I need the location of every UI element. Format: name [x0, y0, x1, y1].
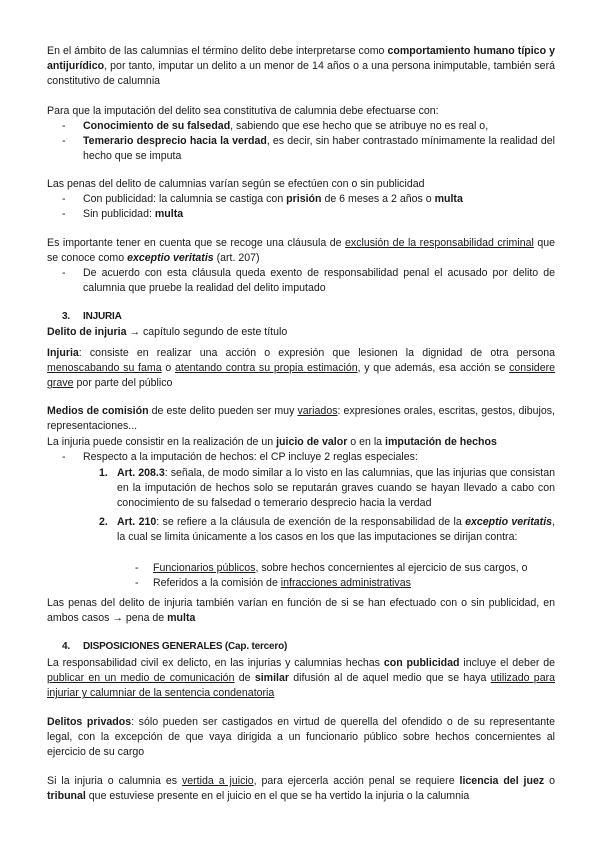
bold-term: Delitos privados	[47, 716, 132, 728]
bold-term: imputación de hechos	[385, 436, 497, 448]
section-heading-injuria: INJURIA	[83, 311, 122, 322]
underlined-term: Funcionarios públicos	[153, 562, 256, 574]
dash-bullet: -	[62, 267, 66, 279]
underlined-term: publicar en un medio de comunicación	[47, 672, 235, 685]
paragraph-responsabilidad-civil	[47, 656, 555, 702]
text: Referidos a la comisión de	[153, 577, 281, 589]
text: , la cual se limita únicamente a los casos en los que las imputaciones se dirijan contra:	[117, 516, 555, 544]
bold-term: juicio de valor	[276, 436, 348, 448]
underlined-term: variados	[297, 405, 338, 417]
dash-bullet: -	[62, 451, 66, 463]
bold-term: comportamiento humano típico y antijurídico	[47, 45, 555, 73]
bold-term: multa	[167, 612, 196, 625]
bold-term: Delito de injuria	[47, 326, 127, 338]
paragraph-vertida-juicio	[47, 774, 555, 804]
list-item-reglas-especiales: Respecto a la imputación de hechos: el CP incluye 2 reglas especiales:	[83, 451, 418, 463]
text: Con publicidad: la calumnia se castiga con	[83, 193, 287, 205]
section-number: 4.	[62, 641, 70, 652]
bold-term: Temerario desprecio hacia la verdad	[83, 135, 267, 147]
bold-term: multa	[434, 193, 463, 205]
list-item-conocimiento	[83, 119, 555, 134]
bold-term: similar	[254, 672, 289, 685]
list-item-con-publicidad	[83, 192, 555, 207]
text: , y que además, esa acción se	[357, 362, 510, 375]
list-number: 2.	[99, 516, 108, 528]
bold-term: con publicidad	[383, 657, 460, 669]
text: Es importante tener en cuenta que se recoge una cláusula de	[47, 237, 346, 249]
paragraph-calumnia-definition	[47, 44, 555, 90]
text: , sabiendo que ese hecho que se atribuye no es real o,	[230, 120, 489, 132]
text: La injuria puede consistir en la realización de un	[47, 436, 277, 448]
text: que estuviese presente en el juicio en el que se ha vertido la injuria o la calumnia	[85, 790, 470, 803]
section-number: 3.	[62, 311, 70, 322]
text: Sin publicidad:	[83, 208, 155, 220]
text: La responsabilidad civil ex delicto, en las injurias y calumnias hechas	[47, 657, 384, 669]
list-item-funcionarios	[153, 561, 555, 576]
text: , es decir, sin haber contrastado mínimamente la realidad del hecho que se imputa	[83, 135, 555, 163]
text: : se refiere a la cláusula de exención de la responsabilidad de la	[156, 516, 466, 528]
list-item-sin-publicidad	[83, 207, 555, 222]
text: (art. 207)	[213, 252, 260, 265]
list-item-art-208-3	[117, 466, 555, 512]
bold-term: multa	[154, 208, 184, 220]
text: → capítulo segundo de este título	[126, 326, 288, 338]
text: de	[234, 672, 255, 685]
bold-italic-term: exceptio veritatis	[465, 516, 553, 528]
text: , por tanto, imputar un delito a un menor de 14 años o a una persona inimputable, también será constitutivo de calumnia	[47, 60, 555, 88]
text: o en la	[347, 436, 386, 448]
text: Si la injuria o calumnia es	[47, 775, 182, 787]
bold-term: tribunal	[47, 790, 86, 803]
text: que se conoce como	[47, 237, 556, 265]
text: : consiste en realizar una acción o expresión que lesionen la dignidad de otra persona	[78, 347, 555, 359]
dash-bullet: -	[62, 120, 66, 132]
dash-bullet: -	[135, 577, 139, 589]
list-item-art-210	[117, 515, 555, 545]
dash-bullet: -	[135, 562, 139, 574]
section-heading-disposiciones: DISPOSICIONES GENERALES (Cap. tercero)	[83, 641, 288, 652]
text: : sólo pueden ser castigados en virtud de querella del ofendido o de su representante legal, con la excepción de que vaya dirigida a un funcionario público sobre hechos concernientes al ejercicio de su cargo	[47, 716, 555, 759]
list-number: 1.	[99, 467, 108, 479]
paragraph-delitos-privados	[47, 715, 555, 761]
text: incluye el deber de	[459, 657, 555, 669]
dash-bullet: -	[62, 193, 66, 205]
paragraph-injuria-consistir	[47, 435, 555, 450]
underlined-term: menoscabando su fama	[47, 362, 162, 375]
list-item-temerario	[83, 134, 555, 164]
paragraph-delito-injuria	[47, 325, 555, 340]
text: difusión al de aquel medio que se haya	[288, 672, 491, 685]
underlined-term: considere grave	[47, 362, 556, 390]
bold-term: Art. 210	[117, 516, 157, 528]
text: por parte del público	[73, 377, 173, 390]
underlined-term: exclusión de la responsabilidad criminal	[345, 237, 534, 249]
paragraph-exceptio-veritatis	[47, 236, 555, 266]
paragraph-injuria-definition	[47, 346, 555, 392]
bold-italic-term: exceptio veritatis	[127, 252, 214, 265]
paragraph-penas-injuria	[47, 596, 555, 626]
paragraph-imputacion-intro: Para que la imputación del delito sea constitutiva de calumnia debe efectuarse con:	[47, 105, 439, 117]
text: , sobre hechos concernientes al ejercicio de sus cargos, o	[255, 562, 528, 574]
bold-term: licencia del juez	[459, 775, 545, 787]
underlined-term: vertida a juicio	[181, 775, 254, 787]
underlined-term: infracciones administrativas	[280, 577, 411, 589]
dash-bullet: -	[62, 208, 66, 220]
text: , para ejercerla acción penal se requiere	[253, 775, 460, 787]
bold-term: Art. 208.3	[117, 467, 165, 479]
underlined-term: utilizado para injuriar y calumniar de la sentencia condenatoria	[47, 672, 556, 700]
text: En el ámbito de las calumnias el término delito debe interpretarse como	[47, 45, 388, 57]
text: de este delito pueden ser muy	[148, 405, 298, 417]
bold-term: Medios de comisión	[47, 405, 149, 417]
underlined-term: atentando contra su propia estimación	[174, 362, 358, 375]
text: : expresiones orales, escritas, gestos, dibujos, representaciones...	[47, 405, 555, 433]
list-item-infracciones	[153, 576, 555, 591]
paragraph-penas-calumnias: Las penas del delito de calumnias varían según se efectúen con o sin publicidad	[47, 178, 425, 190]
text: : señala, de modo similar a lo visto en las calumnias, que las injurias que consistan en la imputación de hechos solo se reputarán graves cuando se hayan llevado a cabo con conocimiento de su falsedad o temerario desprecio hacia la verdad	[117, 467, 555, 510]
text: o	[544, 775, 555, 787]
text: Las penas del delito de injuria también varían en función de si se han efectuado con o sin publicidad, en ambos casos → pena de	[47, 597, 555, 625]
list-item-exento: De acuerdo con esta cláusula queda exento de responsabilidad penal el acusado por delito de calumnia que pruebe la realidad del delito imputado	[83, 267, 555, 295]
bold-term: Conocimiento de su falsedad	[83, 120, 231, 132]
text: o	[161, 362, 175, 375]
paragraph-medios-comision	[47, 404, 555, 434]
dash-bullet: -	[62, 135, 66, 147]
bold-term: Injuria	[47, 347, 79, 359]
bold-term: prisión	[286, 193, 322, 205]
text: de 6 meses a 2 años o	[321, 193, 435, 205]
